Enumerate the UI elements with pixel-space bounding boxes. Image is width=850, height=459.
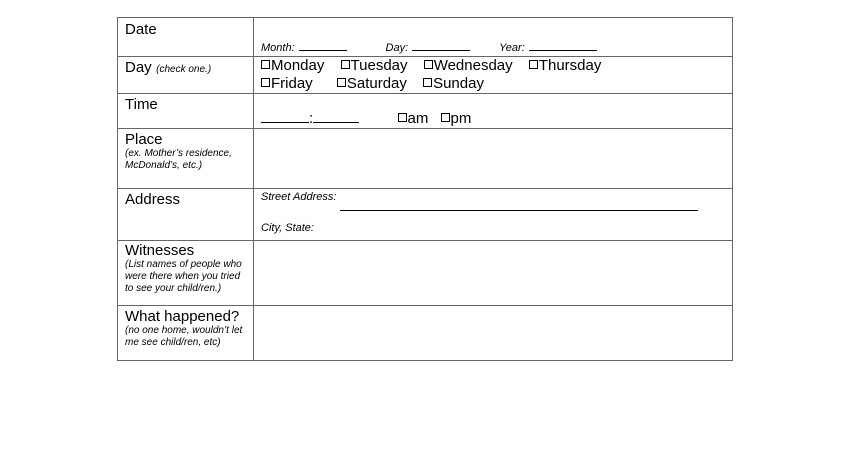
option-sunday[interactable] (423, 75, 484, 92)
place-label-cell (118, 129, 254, 189)
incident-form (117, 17, 733, 361)
year-field[interactable] (529, 39, 597, 51)
day-label: Day (125, 59, 152, 76)
address-value-cell (254, 189, 733, 241)
date-row (118, 18, 733, 57)
year-label: Year: (499, 42, 525, 54)
checkbox-icon (441, 113, 450, 122)
address-label-cell (118, 189, 254, 241)
option-thursday[interactable] (529, 57, 602, 74)
witnesses-label: Witnesses (125, 242, 195, 259)
time-value-cell (254, 94, 733, 129)
month-label: Month: (261, 42, 295, 54)
checkbox-icon (261, 60, 270, 69)
place-label: Place (125, 131, 163, 148)
month-field[interactable] (299, 39, 347, 51)
checkbox-icon (529, 60, 538, 69)
city-state-label: City, State: (261, 222, 314, 234)
option-wednesday-label: Wednesday (433, 57, 513, 74)
option-tuesday[interactable] (341, 57, 408, 74)
street-address-label: Street Address: (261, 191, 337, 203)
day-options-cell (254, 57, 733, 94)
witnesses-hint: (List names of people who were there when you tried to see your child/ren.) (125, 259, 242, 294)
address-row (118, 189, 733, 241)
checkbox-icon (261, 78, 270, 87)
option-am-label: am (407, 110, 429, 127)
day-field[interactable] (412, 39, 470, 51)
day-row (118, 57, 733, 94)
option-friday[interactable] (261, 75, 313, 92)
option-am[interactable] (398, 110, 429, 127)
option-saturday[interactable] (337, 75, 407, 92)
option-wednesday[interactable] (424, 57, 513, 74)
day-field-label: Day: (385, 42, 409, 54)
hour-field[interactable] (261, 111, 309, 123)
witnesses-field[interactable] (254, 241, 733, 306)
what-happened-field[interactable] (254, 306, 733, 361)
checkbox-icon (424, 60, 433, 69)
option-pm[interactable] (441, 110, 472, 127)
option-thursday-label: Thursday (538, 57, 602, 74)
date-label: Date (125, 21, 157, 38)
checkbox-icon (337, 78, 346, 87)
what-happened-label: What happened? (125, 308, 240, 325)
what-happened-label-cell (118, 306, 254, 361)
time-label-cell (118, 94, 254, 129)
street-address-field[interactable] (340, 210, 698, 211)
witnesses-row (118, 241, 733, 306)
date-label-cell (118, 18, 254, 57)
day-hint: (check one.) (156, 64, 212, 75)
time-label: Time (125, 96, 158, 113)
checkbox-icon (341, 60, 350, 69)
option-monday[interactable] (261, 57, 324, 74)
option-sunday-label: Sunday (433, 75, 484, 92)
time-row (118, 94, 733, 129)
date-value-cell (254, 18, 733, 57)
place-field[interactable] (254, 129, 733, 189)
checkbox-icon (398, 113, 407, 122)
option-pm-label: pm (450, 110, 472, 127)
place-row (118, 129, 733, 189)
option-saturday-label: Saturday (346, 75, 407, 92)
time-separator: : (309, 110, 314, 127)
what-happened-hint: (no one home, wouldn’t let me see child/ren, etc) (125, 325, 243, 348)
checkbox-icon (423, 78, 432, 87)
what-happened-row (118, 306, 733, 361)
option-friday-label: Friday (271, 75, 313, 92)
address-label: Address (125, 191, 181, 208)
option-monday-label: Monday (271, 57, 325, 74)
day-label-cell (118, 57, 254, 94)
option-tuesday-label: Tuesday (350, 57, 408, 74)
minute-field[interactable] (313, 111, 359, 123)
place-hint: (ex. Mother’s residence, McDonald’s, etc.) (125, 148, 232, 171)
witnesses-label-cell (118, 241, 254, 306)
